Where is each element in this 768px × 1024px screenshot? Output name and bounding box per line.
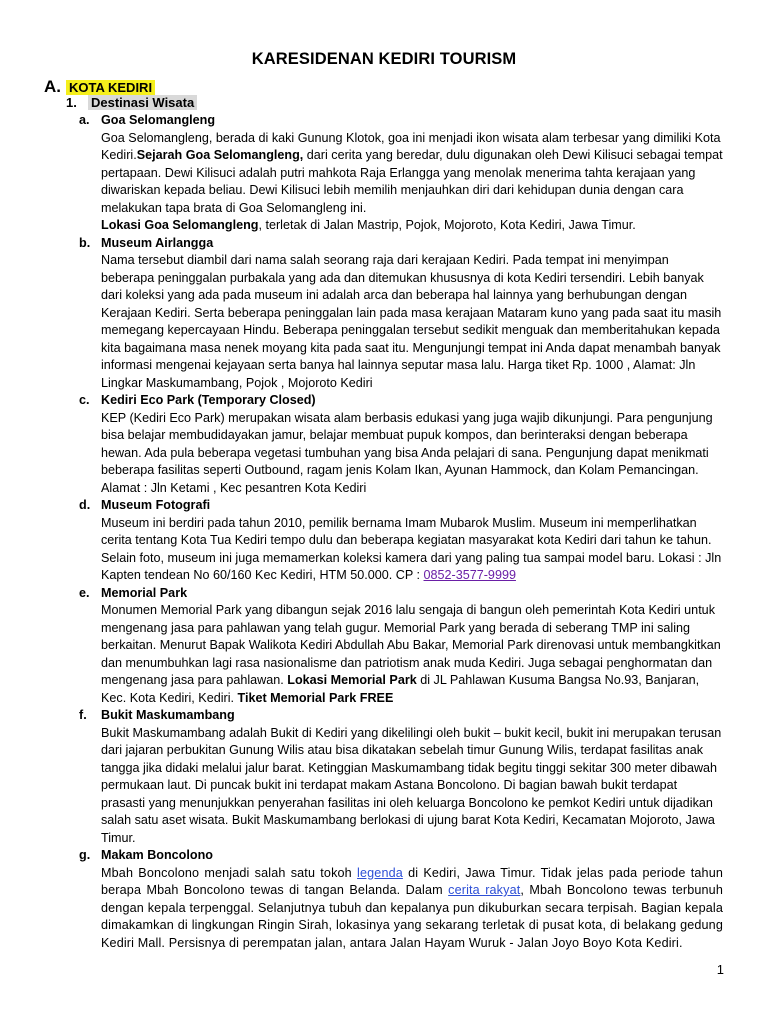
item-marker: a. [79,113,90,127]
destination-item-bukit-maskumambang [0,707,768,847]
subsection-label: Destinasi Wisata [88,95,197,110]
page-number: 1 [716,962,724,977]
destination-item-museum-airlangga [0,235,768,393]
destination-item-goa-selomangleng [0,112,768,235]
item-marker: c. [79,393,90,407]
item-marker: e. [79,585,90,600]
item-title: Kediri Eco Park (Temporary Closed) [101,393,316,407]
destination-item-makam-boncolono [0,847,768,952]
destination-list [0,112,768,952]
destination-item-memorial-park [0,585,768,708]
phone-link[interactable]: 0852-3577-9999 [423,568,516,582]
legenda-link[interactable]: legenda [357,865,403,880]
subsection-number: 1. [66,95,77,110]
item-description: Goa Selomangleng, berada di kaki Gunung Klotok, goa ini menjadi ikon wisata alam terbesar yang dimiliki Kota Kediri.Sejarah Goa Selomangleng, dari cerita yang beredar, dulu digunakan oleh Dewi Kilisuci sebagai tempat pertapaan. Dewi Kilisuci adalah putri mahkota Raja Erlangga yang menolak menerima tahta kerajaan yang diwariskan kepada beliau. Dewi Kilisuci lebih memilih menjauhkan diri dari kehidupan dunia dengan cara melakukan tapa brata di Goa Selomangleng ini. Lokasi Goa Selomangleng, terletak di Jalan Mastrip, Pojok, Mojoroto, Kota Kediri, Jawa Timur. [101,130,723,232]
item-description: Monumen Memorial Park yang dibangun sejak 2016 lalu sengaja di bangun oleh pemerintah Kota Kediri untuk mengenang jasa para pahlawan yang telah gugur. Memorial Park yang berada di seberang TMP ini saling berkaitan. Menurut Bapak Walikota Kediri Abdullah Abu Bakar, Memorial Park direnovasi untuk membangkitkan dan menumbuhkan lagi rasa nasionalisme dan patriotism anak muda Kediri. Juga sebagai penghormatan dan mengenang jasa para pahlawan. Lokasi Memorial Park di JL Pahlawan Kusuma Bangsa No.93, Banjaran, Kec. Kota Kediri, Kediri. Tiket Memorial Park FREE [101,603,721,705]
destination-item-museum-fotografi [0,497,768,585]
section-label: KOTA KEDIRI [66,80,155,95]
item-marker: d. [79,498,91,512]
item-title: Memorial Park [101,585,188,600]
item-description: Mbah Boncolono menjadi salah satu tokoh legenda di Kediri, Jawa Timur. Tidak jelas pada periode tahun berapa Mbah Boncolono tewas di tangan Belanda. Dalam cerita rakyat, Mbah Boncolono tewas terbunuh dengan kepala terpenggal. Selanjutnya tubuh dan kepalanya pun dikuburkan secara terpisah. Bagian kepala dimakamkan di lingkungan Ringin Sirah, lokasinya yang sekarang terletak di pusat kota, di belakang gedung Kediri Mall. Persisnya di perempatan jalan, antara Jalan Hayam Wuruk - Jalan Joyo Boyo Kota Kediri. [101,865,723,950]
item-marker: b. [79,235,91,250]
section-heading [44,77,155,97]
item-description: KEP (Kediri Eco Park) merupakan wisata alam berbasis edukasi yang juga wajib dikunjungi. Para pengunjung bisa belajar membudidayakan jamur, belajar membuat pupuk kompos, dan berinteraksi dengan beberapa hewan. Ada pula beberapa vegetasi tumbuhan yang bisa Anda pelajari di sana. Pengunjung dapat menikmati beberapa fasilitas seperti Outbound, ragam jenis Kolam Ikan, Ayunan Hammock, dan Kolam Pemancingan. Alamat : Jln Ketami , Kec pesantren Kota Kediri [101,410,713,495]
item-title: Goa Selomangleng [101,113,216,127]
item-title: Museum Airlangga [101,235,214,250]
document-title: KARESIDENAN KEDIRI TOURISM [251,50,517,68]
destination-item-kediri-eco-park [0,392,768,497]
item-description: Museum ini berdiri pada tahun 2010, pemilik bernama Imam Mubarok Muslim. Museum ini memperlihatkan cerita tentang Kota Tua Kediri tempo dulu dan beberapa kegiatan masyarakat kota Kediri dari tahun ke tahun. Selain foto, museum ini juga memamerkan koleksi kamera dari yang paling tua sampai model baru. Lokasi : Jln Kapten tendean No 60/160 Kec Kediri, HTM 50.000. CP : 0852-3577-9999 [101,515,722,582]
item-description: Nama tersebut diambil dari nama salah seorang raja dari kerajaan Kediri. Pada tempat ini menyimpan beberapa peninggalan purbakala yang ada dan ditemukan khususnya di kota Kediri tersendiri. Lebih banyak dari koleksi yang ada pada museum ini adalah arca dan beberapa hal lainnya yang berhubungan dengan Kerajaan Kediri. Serta beberapa peninggalan lain pada masa kerajaan Mataram kuno yang pada saat itu masih memegang kepercayaan Hindu. Beberapa peninggalan tersebut sedikit menguak dan memberitahukan kepada kita bagaimana masa nenek moyang kita pada saat itu. Mengunjungi tempat ini Anda dapat menambah banyak informasi mengenai kejayaan serta banya hal lainnya seputar masa lalu. Harga tiket Rp. 1000 , Alamat: Jln Lingkar Maskumambang, Pojok , Mojoroto Kediri [101,253,722,390]
section-letter: A. [44,77,61,96]
item-marker: g. [79,848,91,862]
item-marker: f. [79,708,87,722]
item-title: Museum Fotografi [101,498,211,512]
subsection-heading [66,95,197,110]
item-title: Bukit Maskumambang [101,708,235,722]
item-description: Bukit Maskumambang adalah Bukit di Kediri yang dikelilingi oleh bukit – bukit kecil, bukit ini merupakan terusan dari jajaran perbukitan Gunung Wilis atau bisa dikatakan sebelah timur Gunung Wilis, terdapat fasilitas anak tangga jika didaki melalui jalur barat. Ketinggian Maskumambang tidak begitu tinggi sekitar 300 meter dibawah permukaan laut. Di puncak bukit ini terdapat makam Astana Boncolono. Di bagian bawah bukit terdapat prasasti yang menunjukkan penyerahan fasilitas ini oleh keluarga Boncolono ke pemkot Kediri untuk dijadikan salah satu aset wisata. Bukit Maskumambang berlokasi di ujung barat Kota Kediri, Kecamatan Mojoroto, Jawa Timur. [101,725,722,845]
item-title: Makam Boncolono [101,848,213,862]
cerita-rakyat-link[interactable]: cerita rakyat [448,883,521,897]
